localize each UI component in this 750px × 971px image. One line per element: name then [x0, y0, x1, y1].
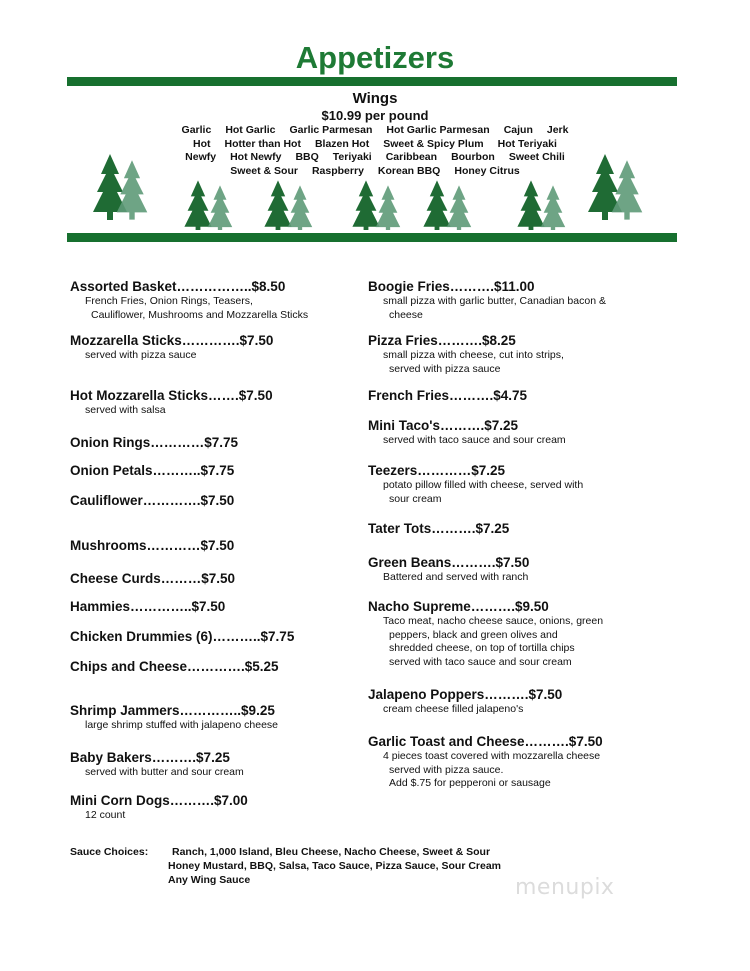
menu-item-description: [368, 750, 603, 791]
menu-item: [70, 599, 225, 615]
wing-flavor: Sweet & Spicy Plum: [383, 137, 484, 150]
description-line: French Fries, Onion Rings, Teasers,: [85, 295, 253, 307]
description-line: cream cheese filled jalapeno's: [383, 703, 524, 715]
menu-item: [70, 703, 278, 733]
menu-item-name: Nacho Supreme……….$9.50: [368, 599, 549, 614]
pine-tree-icon: [184, 180, 211, 230]
description-line: shredded cheese, on top of tortilla chips: [389, 642, 575, 654]
wing-flavor: Hot Garlic Parmesan: [386, 124, 490, 136]
wing-flavor: Korean BBQ: [377, 164, 441, 177]
description-line: Battered and served with ranch: [383, 571, 529, 583]
description-line: small pizza with cheese, cut into strips,: [383, 349, 564, 361]
menu-item: [368, 388, 527, 404]
wing-flavor: Hotter than Hot: [224, 137, 301, 150]
menu-item-description: [368, 703, 562, 717]
wings-price: $10.99 per pound: [321, 108, 429, 123]
menu-item-name: Mini Taco's……….$7.25: [368, 418, 519, 433]
description-line: large shrimp stuffed with jalapeno cheese: [85, 719, 279, 731]
menu-item-description: [368, 434, 566, 448]
menu-item: [70, 659, 279, 675]
wing-flavor: Honey Citrus: [454, 164, 520, 177]
menu-item-description: [368, 295, 606, 322]
menu-item: [368, 418, 566, 448]
pine-tree-icon: [541, 185, 565, 230]
wing-flavor: Newfy: [185, 151, 217, 163]
flavor-row: [0, 124, 750, 138]
description-line: small pizza with garlic butter, Canadian bacon &: [383, 295, 606, 307]
menu-item-name: Mozzarella Sticks………….$7.50: [70, 333, 274, 348]
menu-item-name: Baby Bakers……….$7.25: [70, 750, 230, 765]
wing-flavor: Jerk: [546, 124, 569, 136]
sauce-list: [168, 845, 501, 887]
menu-item-description: [368, 571, 529, 585]
menu-item: [368, 599, 603, 669]
menu-item-name: Cauliflower………….$7.50: [70, 493, 235, 508]
pine-tree-icon: [264, 180, 291, 230]
menu-item: [70, 793, 248, 823]
wing-flavor: Hot: [193, 137, 211, 150]
wing-flavor: Sweet Chili: [508, 151, 565, 163]
description-line: cheese: [389, 308, 423, 321]
menu-item: [368, 463, 583, 506]
wings-title: Wings: [352, 90, 398, 107]
wing-flavor: Cajun: [503, 124, 533, 136]
menu-item-name: Teezers…………$7.25: [368, 463, 506, 478]
sauce-line: Any Wing Sauce: [168, 874, 251, 886]
description-line: served with pizza sauce: [85, 349, 197, 361]
watermark-logo: menupix: [515, 875, 615, 900]
menu-item-name: Assorted Basket……………..$8.50: [70, 279, 286, 294]
menu-item-name: French Fries……….$4.75: [368, 388, 528, 403]
menu-item: [70, 493, 234, 509]
wing-flavor: Hot Newfy: [230, 151, 282, 163]
menu-item-description: [70, 719, 278, 733]
sauce-line: Ranch, 1,000 Island, Bleu Cheese, Nacho Cheese, Sweet & Sour: [172, 846, 491, 858]
menu-item-name: Hot Mozzarella Sticks…….$7.50: [70, 388, 273, 403]
menu-item: [368, 555, 529, 585]
menu-item-description: [70, 295, 308, 322]
description-line: served with salsa: [85, 404, 166, 416]
menu-item-name: Boogie Fries……….$11.00: [368, 279, 535, 294]
menu-item-description: [70, 766, 244, 780]
menu-item: [70, 629, 294, 645]
menu-item-description: [70, 809, 248, 823]
menu-item-name: Pizza Fries……….$8.25: [368, 333, 516, 348]
sauce-label: Sauce Choices:: [70, 846, 149, 858]
description-line: Cauliflower, Mushrooms and Mozzarella Sticks: [91, 308, 309, 321]
description-line: served with pizza sauce.: [389, 763, 504, 776]
wing-flavor: Blazen Hot: [314, 137, 370, 150]
menu-item: [70, 435, 238, 451]
menu-item: [368, 687, 562, 717]
menu-item: [70, 750, 244, 780]
menu-item-name: Chips and Cheese………….$5.25: [70, 659, 279, 674]
wing-flavor: Teriyaki: [332, 151, 372, 163]
menu-item-name: Green Beans……….$7.50: [368, 555, 530, 570]
menu-item-description: [368, 479, 583, 506]
pine-tree-icon: [447, 185, 471, 230]
menu-item: [368, 279, 606, 322]
wing-flavor: Raspberry: [311, 164, 364, 177]
menu-item-name: Mini Corn Dogs……….$7.00: [70, 793, 248, 808]
wing-flavor: BBQ: [295, 151, 319, 163]
flavor-row: [0, 138, 750, 152]
description-line: potato pillow filled with cheese, served with: [383, 479, 584, 491]
wing-flavor: Sweet & Sour: [230, 164, 298, 177]
pine-tree-icon: [208, 185, 232, 230]
wing-flavor: Garlic: [181, 124, 212, 136]
menu-item-description: [368, 349, 564, 376]
menu-item: [70, 463, 234, 479]
pine-tree-icon: [352, 180, 379, 230]
page-title: Appetizers: [295, 40, 455, 75]
description-line: sour cream: [389, 492, 442, 505]
top-divider: [67, 77, 677, 86]
pine-tree-icon: [376, 185, 400, 230]
description-line: Add $.75 for pepperoni or sausage: [389, 777, 551, 789]
description-line: Taco meat, nacho cheese sauce, onions, green: [383, 615, 604, 627]
description-line: 12 count: [85, 809, 126, 821]
menu-item: [368, 333, 564, 376]
menu-item: [70, 388, 273, 418]
pine-tree-icon: [423, 180, 450, 230]
wing-flavor: Caribbean: [385, 151, 438, 163]
menu-item-name: Garlic Toast and Cheese……….$7.50: [368, 734, 603, 749]
menu-item-description: [70, 349, 273, 363]
pine-tree-icon: [517, 180, 544, 230]
wing-flavor: Hot Garlic: [225, 124, 276, 136]
menu-item: [70, 333, 273, 363]
pine-trees-decoration: [0, 150, 750, 230]
description-line: served with taco sauce and sour cream: [383, 434, 566, 446]
description-line: peppers, black and green olives and: [389, 628, 558, 641]
menu-item: [70, 279, 308, 322]
menu-item: [70, 538, 234, 554]
bottom-divider: [67, 233, 677, 242]
description-line: served with pizza sauce: [389, 362, 501, 375]
pine-tree-icon: [288, 185, 312, 230]
menu-item-name: Shrimp Jammers…………..$9.25: [70, 703, 275, 718]
wing-flavor: Hot Teriyaki: [497, 137, 557, 150]
menu-item: [70, 571, 235, 587]
sauce-line: Honey Mustard, BBQ, Salsa, Taco Sauce, Pizza Sauce, Sour Cream: [168, 860, 502, 872]
wing-flavor: Garlic Parmesan: [289, 124, 373, 136]
menu-item: [368, 521, 509, 537]
menu-item-name: Tater Tots……….$7.25: [368, 521, 510, 536]
menu-item-name: Mushrooms…………$7.50: [70, 538, 235, 553]
menu-item-description: [368, 615, 603, 669]
menu-item-name: Onion Petals………..$7.75: [70, 463, 235, 478]
wing-flavor: Bourbon: [451, 151, 495, 163]
menu-item-name: Onion Rings…………$7.75: [70, 435, 239, 450]
menu-item: [368, 734, 603, 791]
menu-item-name: Cheese Curds………$7.50: [70, 571, 236, 586]
menu-item-name: Chicken Drummies (6)………..$7.75: [70, 629, 295, 644]
description-line: served with taco sauce and sour cream: [389, 655, 572, 668]
menu-item-name: Jalapeno Poppers……….$7.50: [368, 687, 563, 702]
menu-item-description: [70, 404, 273, 418]
menu-item-name: Hammies…………..$7.50: [70, 599, 226, 614]
description-line: served with butter and sour cream: [85, 766, 244, 778]
description-line: 4 pieces toast covered with mozzarella cheese: [383, 750, 601, 762]
